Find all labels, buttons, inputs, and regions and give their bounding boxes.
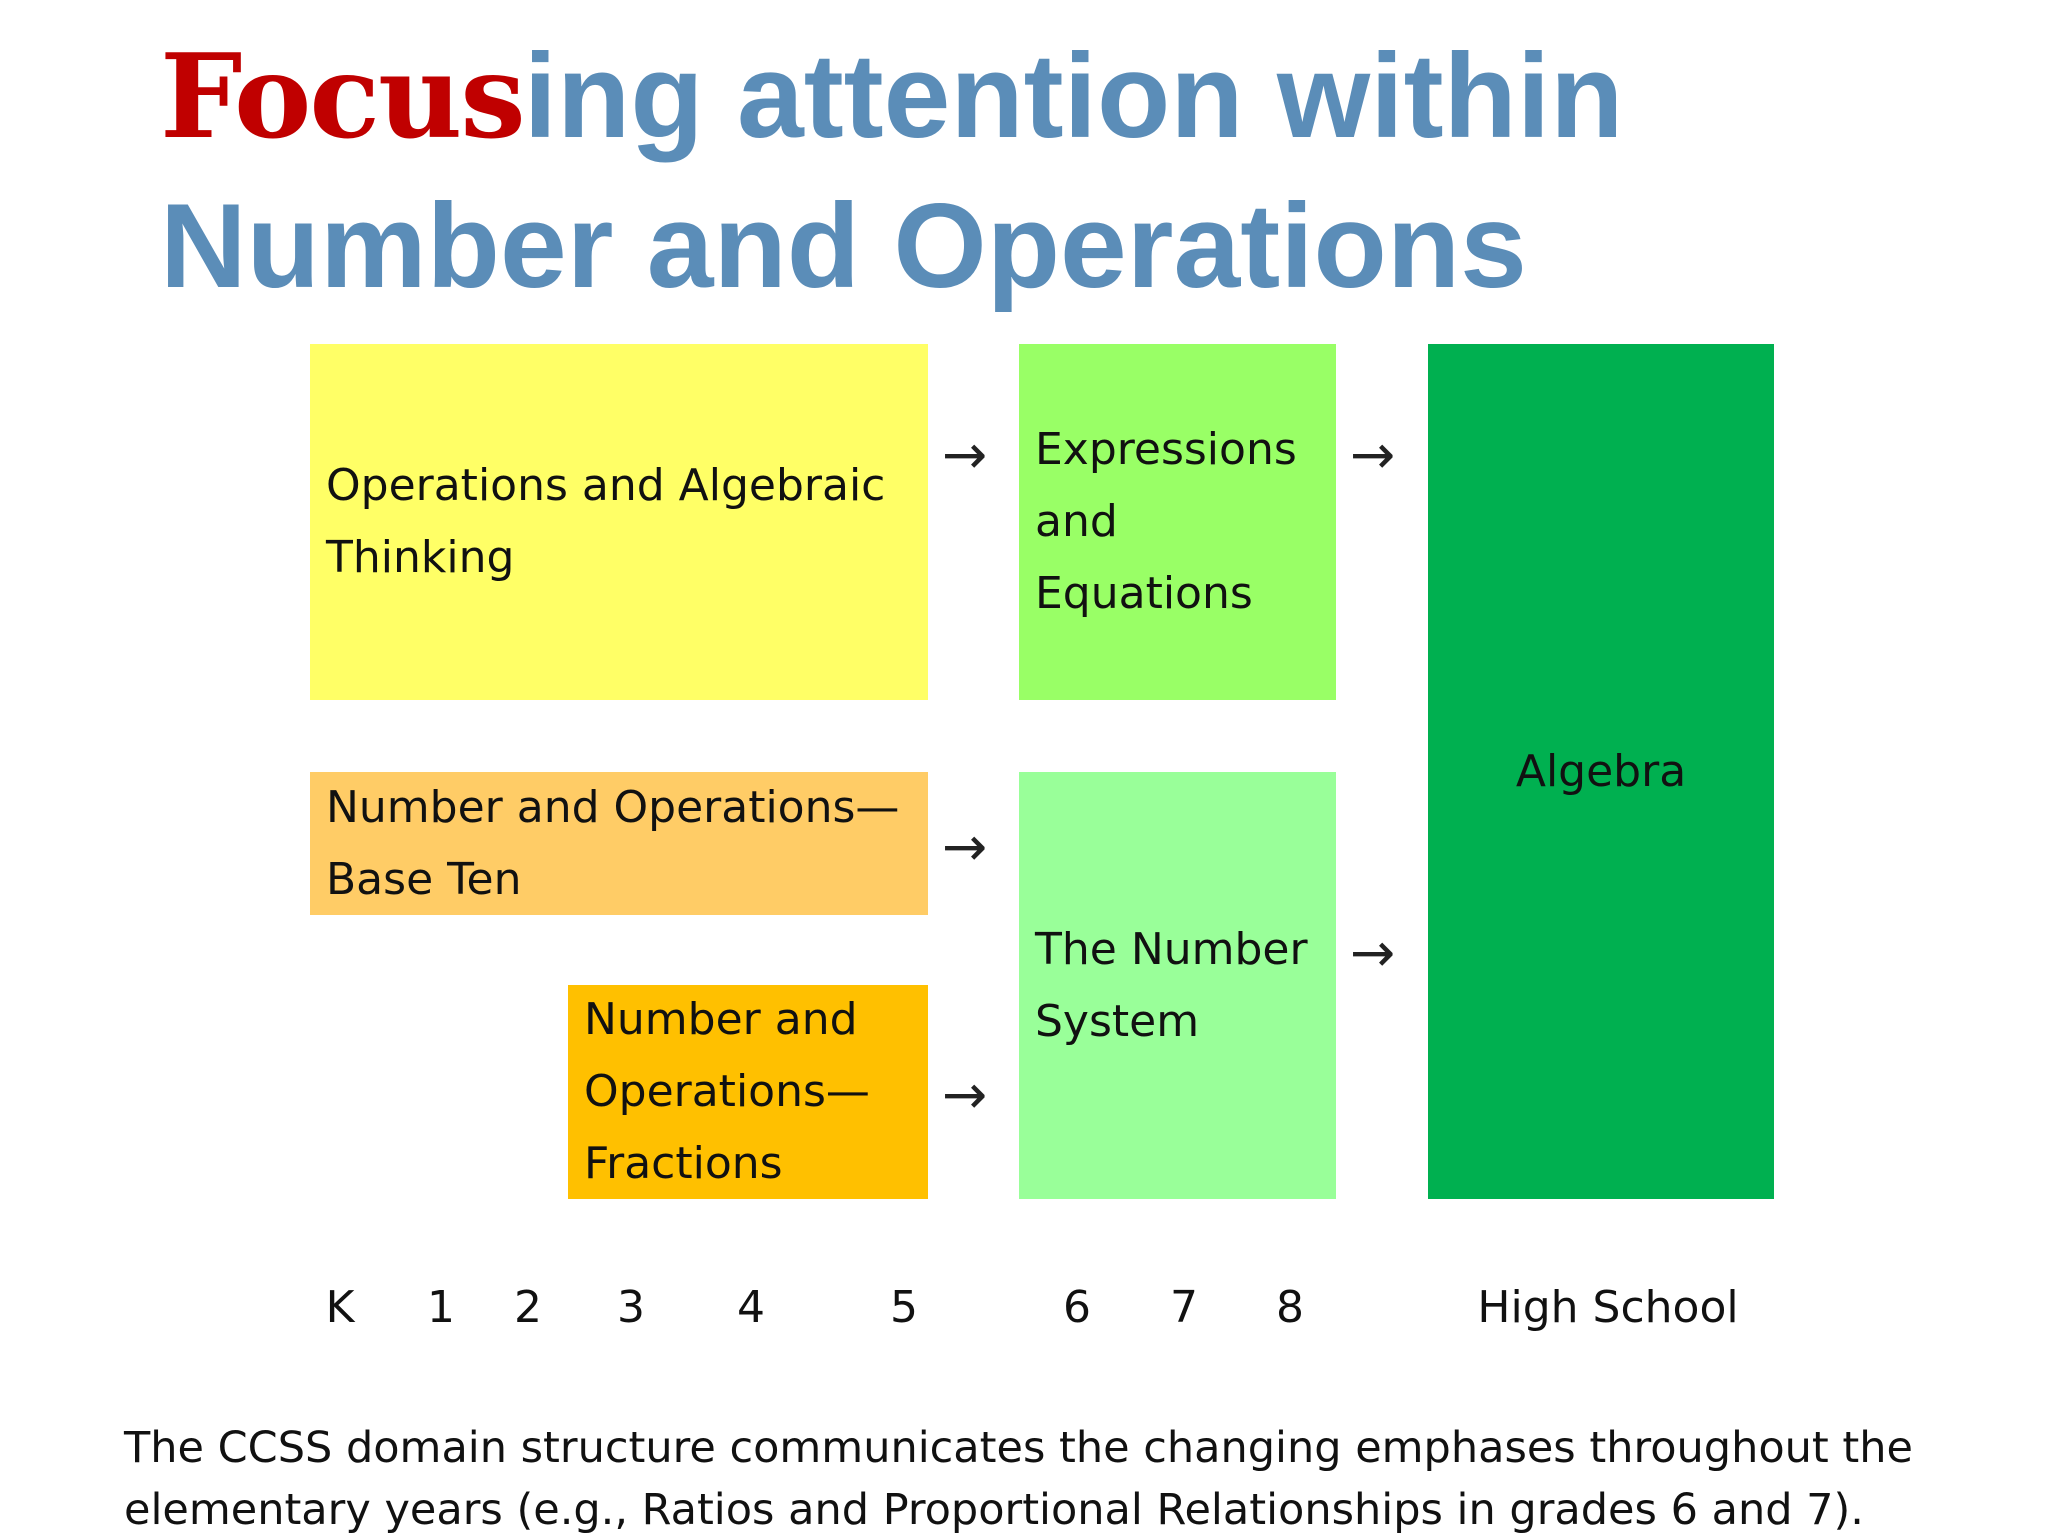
domain-number-operations-base-ten bbox=[310, 772, 928, 915]
slide-caption: The CCSS domain structure communicates the changing emphases throughout the elementary years (e.g., Ratios and Proportional Relationships in grades 6 and 7). bbox=[124, 1423, 1913, 1535]
title-line-1-rest: ing attention within bbox=[523, 29, 1624, 163]
domain-operations-algebraic-thinking bbox=[310, 344, 928, 700]
domain-number-system bbox=[1019, 772, 1336, 1199]
domain-label-operations-algebraic-thinking: Operations and Algebraic Thinking bbox=[326, 460, 886, 583]
domain-label-number-operations-base-ten: Number and Operations— Base Ten bbox=[326, 781, 900, 905]
slide-title-line-2: Number and Operations bbox=[160, 179, 1527, 313]
arrow-ee-to-algebra: → bbox=[1350, 423, 1396, 486]
grade-label-3: 3 bbox=[617, 1282, 645, 1333]
domain-expressions-equations bbox=[1019, 344, 1336, 700]
grade-label-k: K bbox=[325, 1282, 355, 1333]
slide-title-line-1 bbox=[160, 29, 1624, 165]
arrow-ns-to-algebra: → bbox=[1350, 921, 1396, 984]
title-emphasis-focus: Focus bbox=[160, 29, 524, 165]
domain-label-algebra: Algebra bbox=[1515, 745, 1687, 797]
grade-label-6: 6 bbox=[1063, 1282, 1091, 1333]
grade-label-7: 7 bbox=[1170, 1282, 1198, 1333]
domain-algebra bbox=[1428, 344, 1774, 1199]
grade-label-4: 4 bbox=[737, 1282, 765, 1333]
domain-label-number-operations-fractions: Number and Operations— Fractions bbox=[584, 994, 870, 1189]
grade-label-2: 2 bbox=[514, 1282, 542, 1333]
grade-label-5: 5 bbox=[890, 1282, 918, 1333]
domain-label-number-system: The Number System bbox=[1035, 923, 1308, 1047]
grade-label-1: 1 bbox=[427, 1282, 455, 1333]
grade-label-8: 8 bbox=[1276, 1282, 1304, 1333]
grade-label-high-school: High School bbox=[1477, 1282, 1739, 1333]
arrow-nf-to-ns: → bbox=[942, 1063, 988, 1126]
domain-number-operations-fractions bbox=[568, 985, 928, 1199]
domain-label-expressions-equations: Expressions and Equations bbox=[1035, 424, 1297, 619]
arrow-oa-to-ee: → bbox=[942, 423, 988, 486]
arrow-nbt-to-ns: → bbox=[942, 815, 988, 878]
